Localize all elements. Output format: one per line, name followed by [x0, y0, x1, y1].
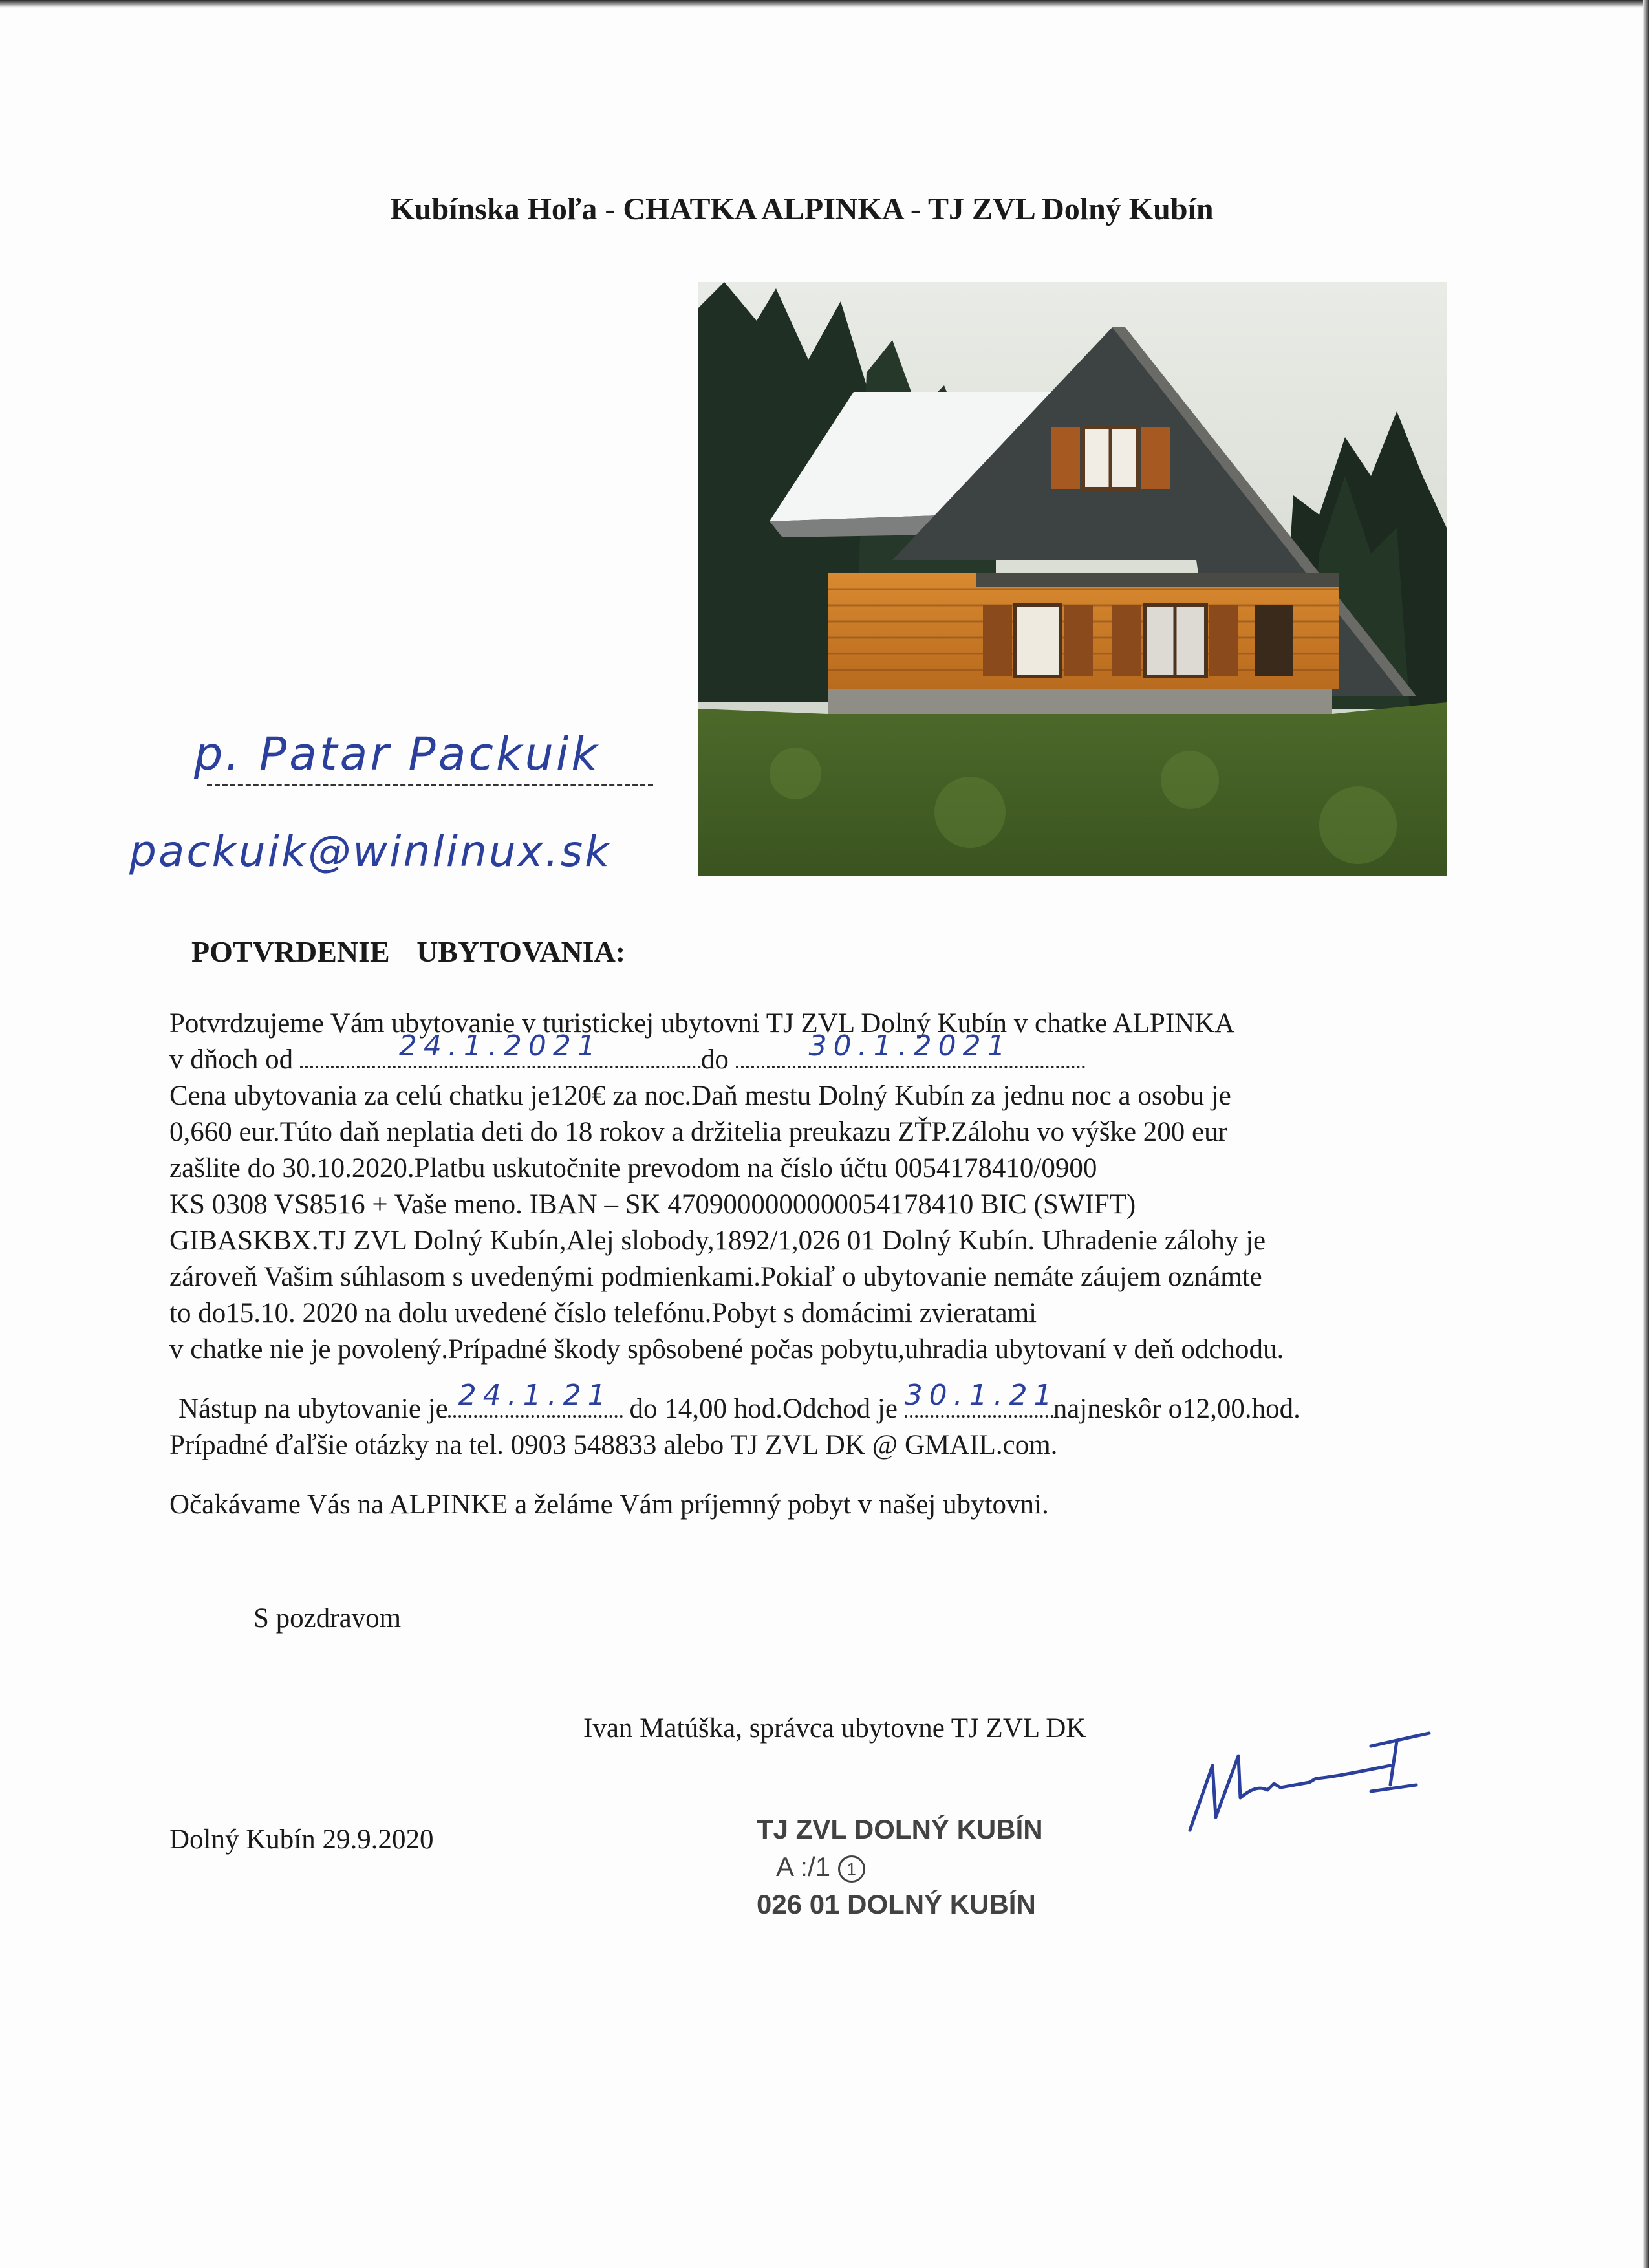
body-line: Cena ubytovania za celú chatku je120€ za noc.Daň mestu Dolný Kubín za jednu noc a osobu je: [169, 1081, 1231, 1111]
body-line: zároveň Vašim súhlasom s uvedenými podmienkami.Pokiaľ o ubytovanie nemáte záujem oznámte: [169, 1262, 1262, 1292]
chalet-photo: [698, 282, 1447, 876]
body-line: Prípadné ďaľšie otázky na tel. 0903 548833 alebo TJ ZVL DK @ GMAIL.com.: [169, 1430, 1058, 1460]
confirmation-heading: POTVRDENIE UBYTOVANIA:: [191, 935, 626, 968]
guest-email-handwritten: packuik@winlinux.sk: [129, 826, 612, 876]
body-line: [169, 1379, 1540, 1427]
checkout-time: najneskôr o12,00.hod.: [1053, 1394, 1300, 1424]
body-line: v chatke nie je povolený.Prípadné škody spôsobené počas pobytu,uhradia ubytovaní v deň odchodu.: [169, 1334, 1284, 1365]
organization-stamp: [757, 1811, 1043, 1923]
departure-date-value: 30.1.21: [904, 1379, 1059, 1412]
greeting: S pozdravom: [253, 1603, 402, 1634]
arrival-label: Nástup na ubytovanie je: [178, 1394, 448, 1424]
guest-name-handwritten: p. Patar Packuik: [194, 728, 600, 781]
scan-edge: [0, 0, 1649, 8]
date-range-to-label: do: [700, 1044, 729, 1075]
from-date-field: [300, 1030, 701, 1068]
scan-edge-right: [1643, 0, 1649, 2268]
arrival-date-value: 24.1.21: [458, 1379, 612, 1412]
body-line: zašlite do 30.10.2020.Platbu uskutočnite prevodom na číslo účtu 0054178410/0900: [169, 1153, 1097, 1183]
departure-label: do 14,00 hod.Odchod je: [629, 1394, 898, 1424]
date-range-label: v dňoch od: [169, 1044, 294, 1075]
to-date-field: [736, 1030, 1085, 1068]
stamp-circle-mark: 1: [838, 1855, 865, 1883]
body-line: to do15.10. 2020 na dolu uvedené číslo telefónu.Pobyt s domácimi zvieratami: [169, 1298, 1037, 1328]
spacer: [169, 1463, 1540, 1487]
stamp-line: 026 01 DOLNÝ KUBÍN: [757, 1889, 1036, 1919]
body-line: Potvrdzujeme Vám ubytovanie v turistickej ubytovni TJ ZVL Dolný Kubín v chatke ALPINKA: [169, 1008, 1235, 1039]
body-line: KS 0308 VS8516 + Vaše meno. IBAN – SK 4709000000000054178410 BIC (SWIFT): [169, 1189, 1136, 1220]
body-line: 0,660 eur.Túto daň neplatia deti do 18 rokov a držitelia preukazu ZŤP.Zálohu vo výške 200 eur: [169, 1117, 1227, 1147]
place-and-date: Dolný Kubín 29.9.2020: [169, 1824, 434, 1855]
confirmation-body: [169, 1006, 1540, 1523]
handwritten-signature: [1177, 1720, 1455, 1850]
from-date-value: 24.1.2021: [398, 1030, 602, 1063]
arrival-date-field: [448, 1379, 623, 1418]
document-title: Kubínska Hoľa - CHATKA ALPINKA - TJ ZVL Dolný Kubín: [390, 192, 1214, 226]
stamp-line: TJ ZVL DOLNÝ KUBÍN: [757, 1814, 1043, 1844]
manager-signature-line: Ivan Matúška, správca ubytovne TJ ZVL DK: [583, 1713, 1086, 1744]
body-line: Očakávame Vás na ALPINKE a želáme Vám príjemný pobyt v našej ubytovni.: [169, 1489, 1049, 1520]
to-date-value: 30.1.2021: [808, 1030, 1012, 1063]
departure-date-field: [904, 1379, 1059, 1418]
spacer: [169, 1368, 1540, 1391]
body-line: [169, 1030, 1540, 1078]
stamp-line: A :/1 1: [757, 1848, 1043, 1886]
body-line: GIBASKBX.TJ ZVL Dolný Kubín,Alej slobody,1892/1,026 01 Dolný Kubín. Uhradenie zálohy je: [169, 1226, 1266, 1256]
guest-name-dotted-line: [207, 784, 653, 786]
